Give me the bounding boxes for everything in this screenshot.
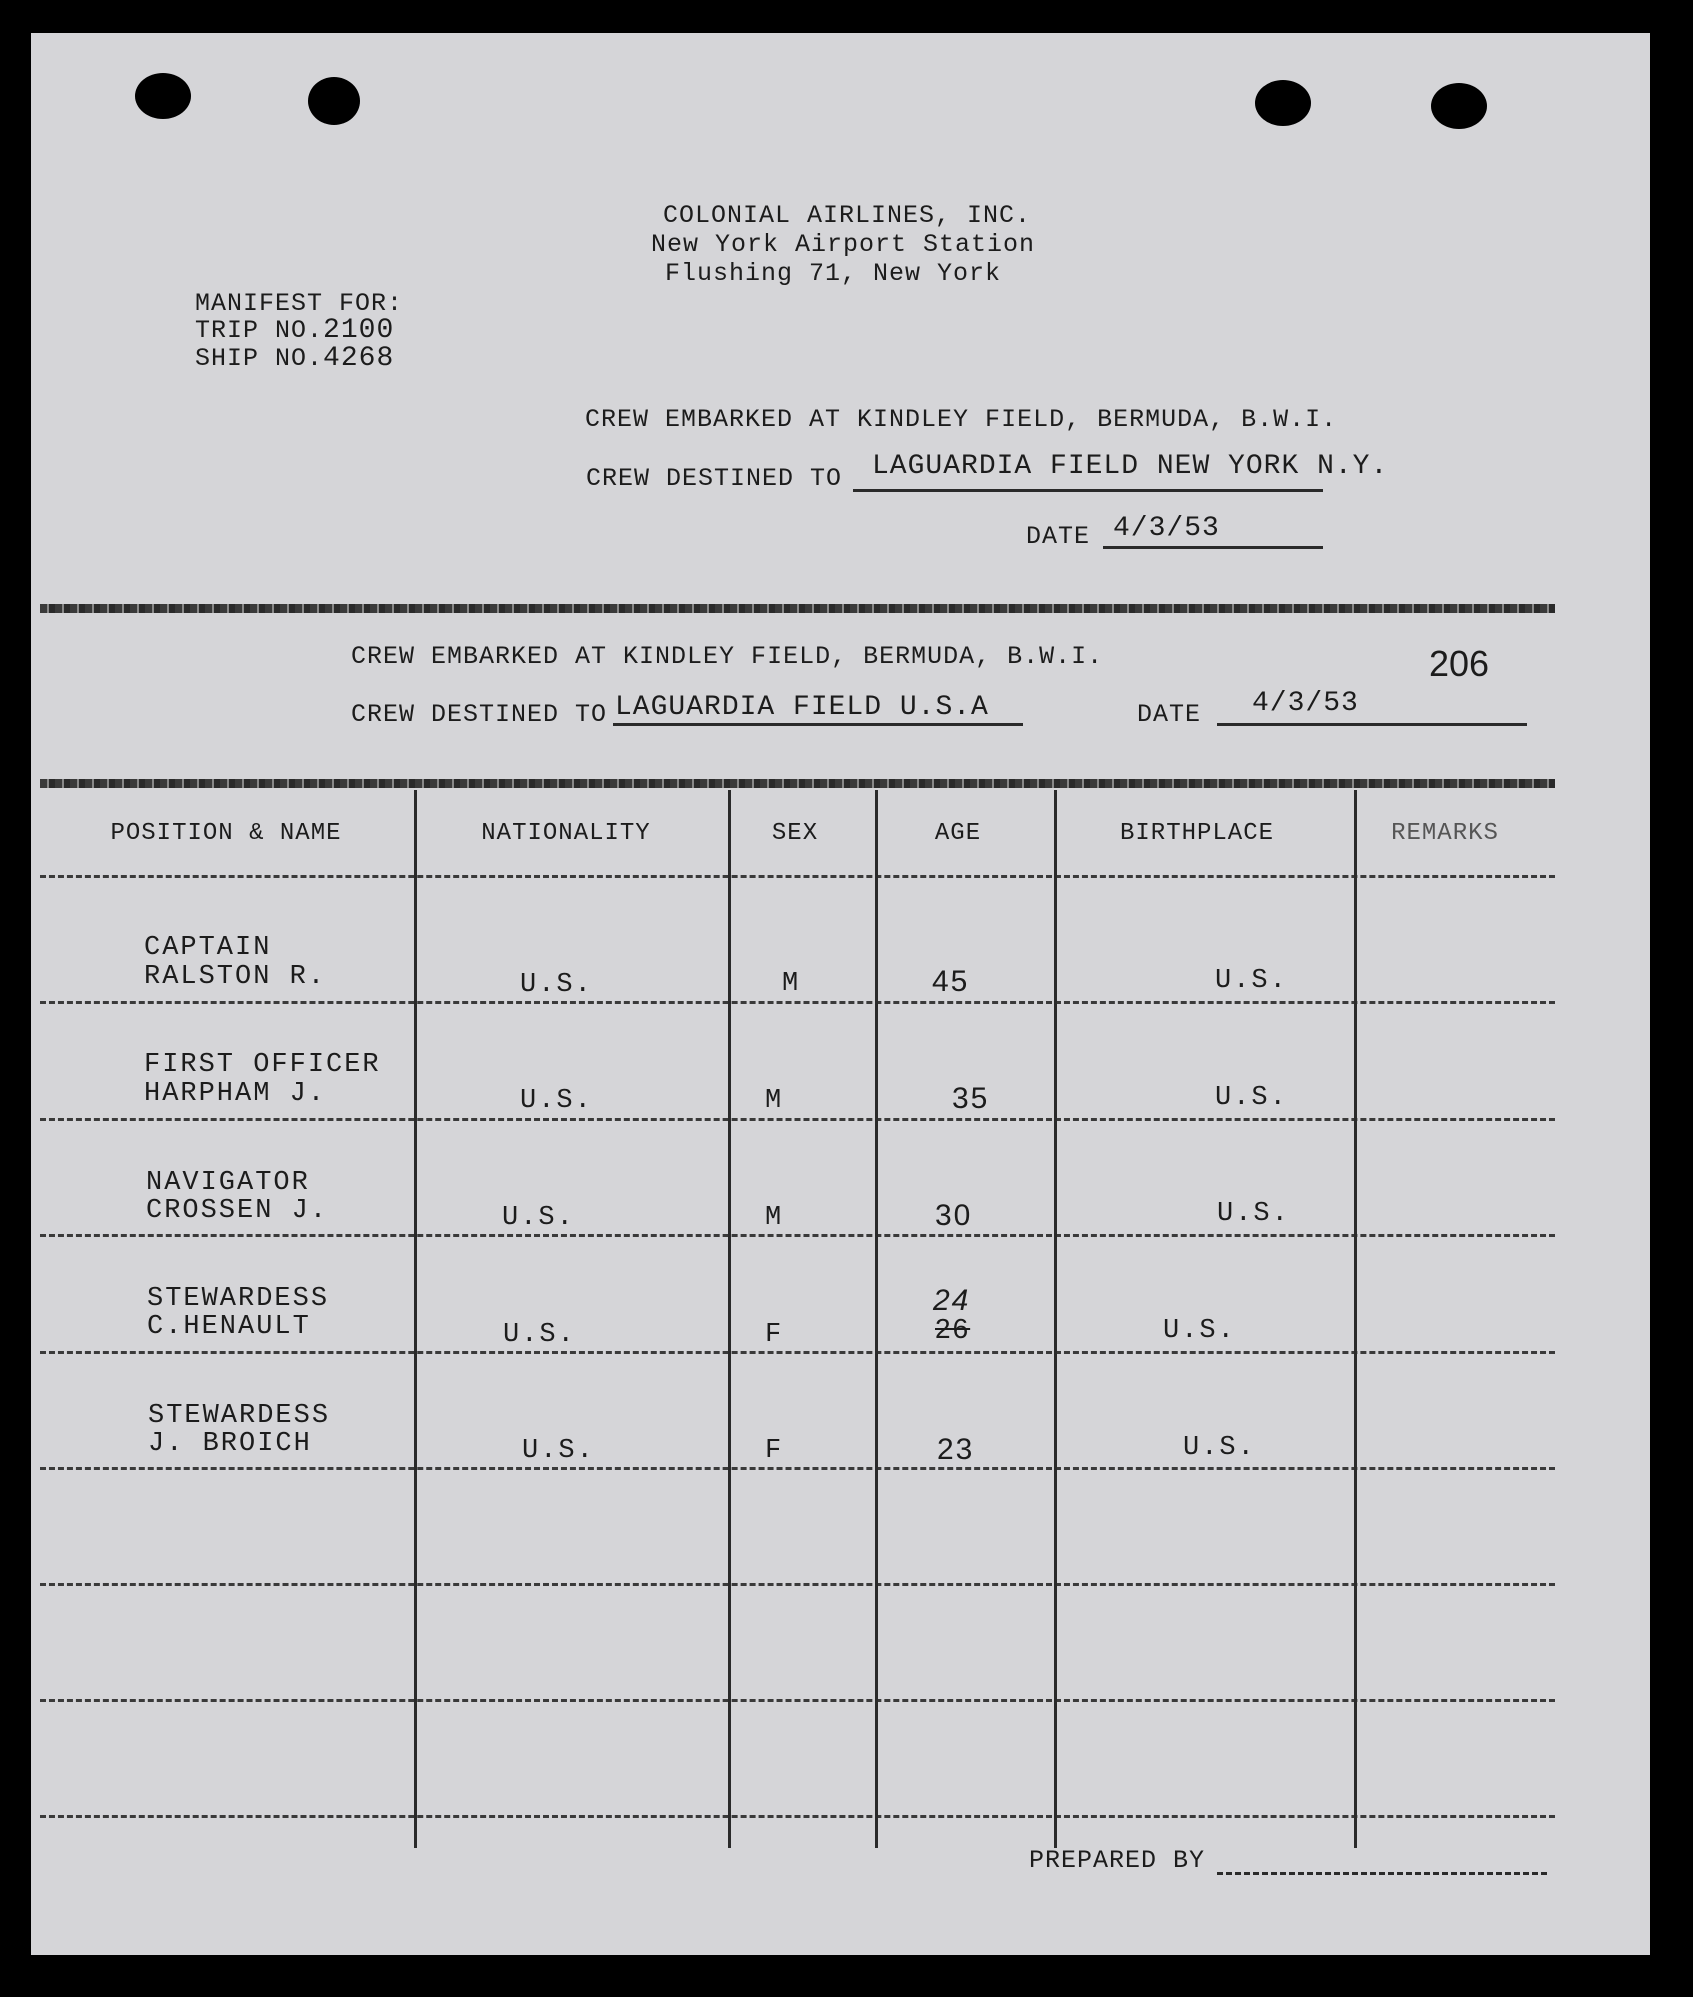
birthplace-cell: U.S.: [1163, 1316, 1236, 1346]
row-divider: [40, 1351, 1555, 1354]
top-date: 4/3/53: [1113, 513, 1220, 544]
top-destined-label: CREW DESTINED TO: [586, 464, 843, 493]
header-divider: [40, 875, 1555, 878]
name-cell: RALSTON R.: [144, 962, 327, 992]
ship-label: SHIP NO.: [195, 344, 324, 373]
birthplace-cell: U.S.: [1183, 1433, 1256, 1463]
position-cell: FIRST OFFICER: [144, 1050, 381, 1080]
manifest-label: MANIFEST FOR:: [195, 289, 404, 318]
lower-destination: LAGUARDIA FIELD U.S.A: [615, 692, 989, 723]
sex-cell: F: [765, 1436, 784, 1466]
table-bottom: [40, 1815, 1555, 1818]
birthplace-cell: U.S.: [1217, 1199, 1290, 1229]
nationality-cell: U.S.: [502, 1203, 575, 1233]
header-position-name: POSITION & NAME: [110, 820, 342, 847]
punch-hole: [1255, 80, 1311, 126]
lower-date: 4/3/53: [1252, 688, 1359, 719]
position-cell: STEWARDESS: [148, 1401, 331, 1431]
header-age: AGE: [934, 820, 982, 847]
row-divider: [40, 1234, 1555, 1237]
sex-cell: M: [782, 969, 801, 999]
lower-destination-underline: [613, 723, 1023, 726]
header-nationality: NATIONALITY: [481, 820, 651, 847]
birthplace-cell: U.S.: [1215, 1083, 1288, 1113]
row-divider: [40, 1467, 1555, 1470]
name-cell: J. BROICH: [148, 1429, 312, 1459]
row-divider: [40, 1699, 1555, 1702]
prepared-by-label: PREPARED BY: [1029, 1846, 1206, 1875]
lower-destined-label: CREW DESTINED TO: [351, 700, 608, 729]
station-name: New York Airport Station: [651, 230, 1036, 259]
section-separator: [40, 604, 1555, 613]
lower-date-underline: [1217, 723, 1527, 726]
position-cell: CAPTAIN: [144, 933, 272, 963]
top-destination: LAGUARDIA FIELD NEW YORK N.Y.: [872, 451, 1389, 482]
column-divider: [875, 790, 878, 1848]
position-cell: STEWARDESS: [147, 1284, 330, 1314]
age-cell: 35: [952, 1082, 990, 1115]
row-divider: [40, 1118, 1555, 1121]
age-cell: 23: [937, 1433, 975, 1466]
birthplace-cell: U.S.: [1215, 966, 1288, 996]
nationality-cell: U.S.: [522, 1436, 595, 1466]
header-birthplace: BIRTHPLACE: [1119, 820, 1275, 847]
page-number: 206: [1429, 643, 1490, 684]
row-divider: [40, 1001, 1555, 1004]
nationality-cell: U.S.: [503, 1320, 576, 1350]
top-date-underline: [1103, 546, 1323, 549]
punch-hole: [308, 77, 360, 125]
ship-number: 4268: [323, 343, 395, 374]
manifest-page: [31, 33, 1650, 1955]
header-remarks: REMARKS: [1391, 820, 1499, 847]
station-address: Flushing 71, New York: [665, 259, 1002, 288]
age-handwritten-correction: 24: [933, 1284, 971, 1317]
nationality-cell: U.S.: [520, 970, 593, 1000]
age-cell: 45: [932, 965, 970, 998]
trip-line: [195, 315, 394, 346]
punch-hole: [1431, 83, 1487, 129]
sex-cell: F: [765, 1320, 784, 1350]
column-divider: [1354, 790, 1357, 1848]
trip-label: TRIP NO.: [195, 316, 324, 345]
punch-hole: [135, 73, 191, 119]
column-divider: [1054, 790, 1057, 1848]
ship-line: [195, 343, 394, 374]
prepared-by-line: [1217, 1872, 1547, 1875]
age-struck-value: 26: [935, 1313, 971, 1344]
table-top-band: [40, 779, 1555, 788]
sex-cell: M: [765, 1203, 784, 1233]
top-embarked: CREW EMBARKED AT KINDLEY FIELD, BERMUDA, B.W.I.: [585, 405, 1338, 434]
company-name: COLONIAL AIRLINES, INC.: [663, 201, 1032, 230]
column-divider: [728, 790, 731, 1848]
top-date-label: DATE: [1026, 522, 1091, 551]
name-cell: HARPHAM J.: [144, 1079, 327, 1109]
sex-cell: M: [765, 1086, 784, 1116]
top-destination-underline: [853, 489, 1323, 492]
position-cell: NAVIGATOR: [146, 1168, 310, 1198]
name-cell: C.HENAULT: [147, 1312, 311, 1342]
lower-date-label: DATE: [1137, 700, 1202, 729]
nationality-cell: U.S.: [520, 1086, 593, 1116]
name-cell: CROSSEN J.: [146, 1196, 329, 1226]
header-sex: SEX: [771, 820, 819, 847]
lower-embarked: CREW EMBARKED AT KINDLEY FIELD, BERMUDA, B.W.I.: [351, 642, 1104, 671]
column-divider: [414, 790, 417, 1848]
trip-number: 2100: [323, 315, 395, 346]
age-cell: 30: [935, 1199, 973, 1232]
row-divider: [40, 1583, 1555, 1586]
